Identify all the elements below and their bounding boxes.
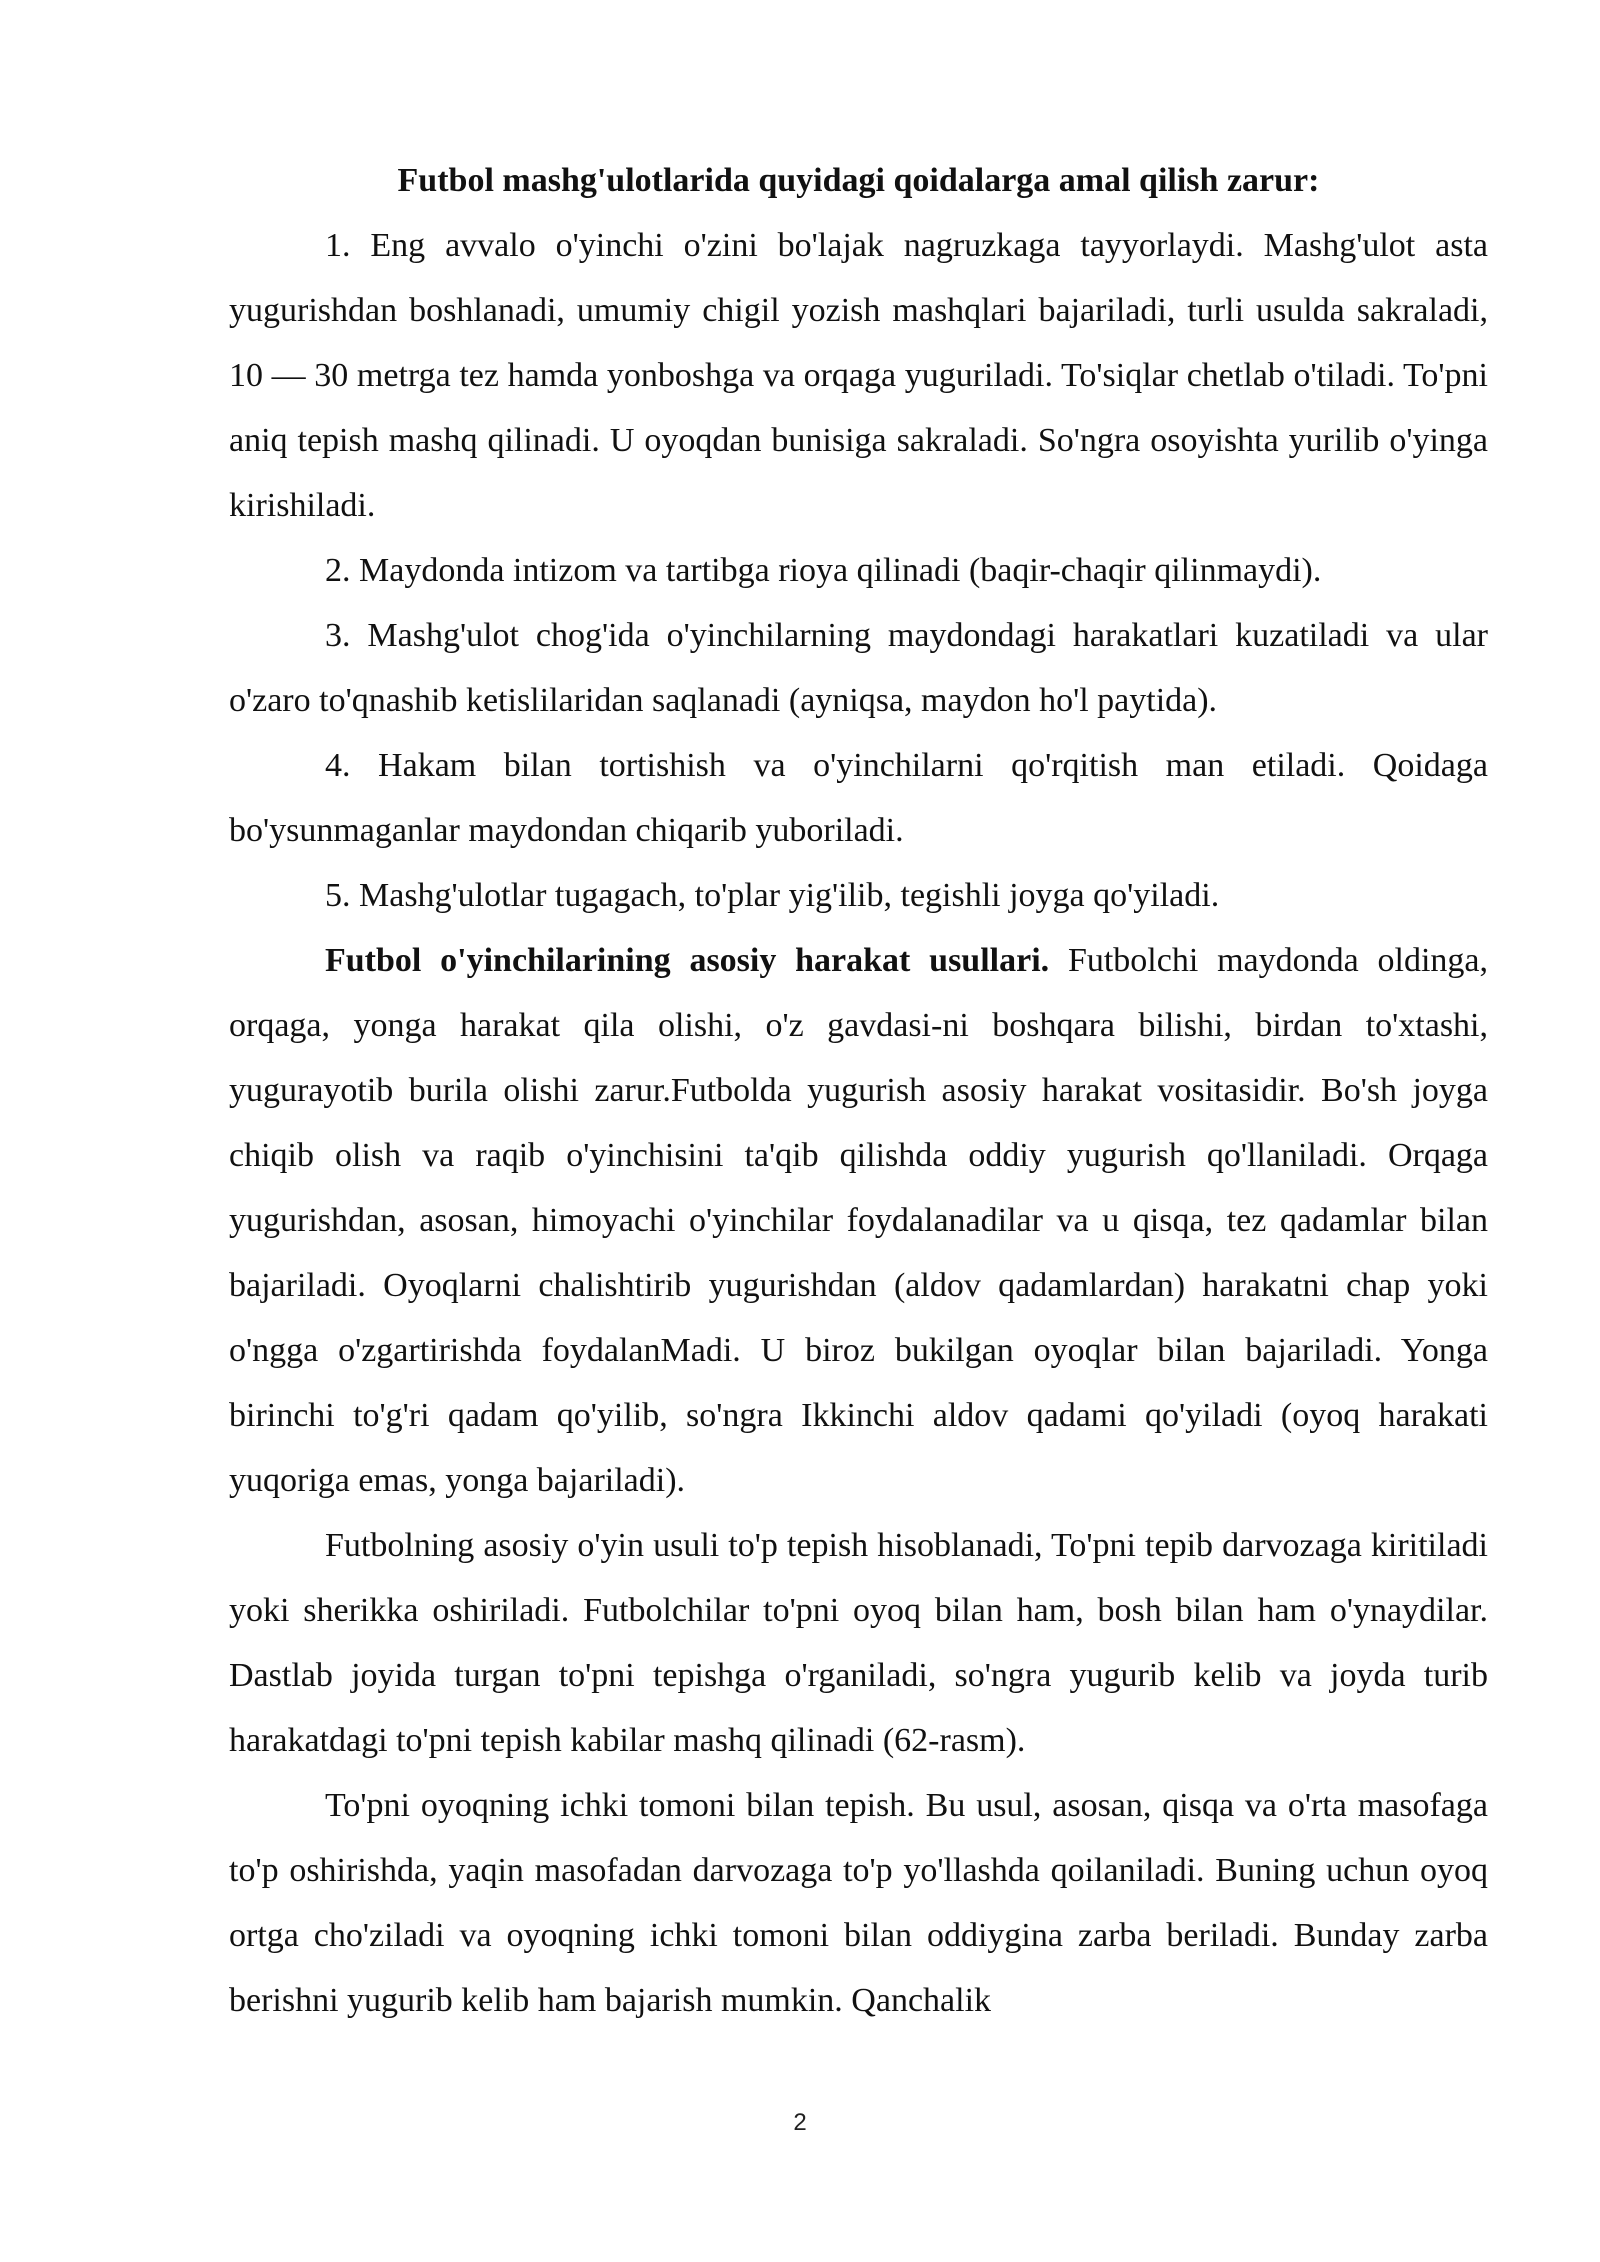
- rule-item-2: 2. Maydonda intizom va tartibga rioya qilinadi (baqir-chaqir qilinmaydi).: [325, 552, 1322, 589]
- rule-item-4: 4. Hakam bilan tortishish va o'yinchilarni qo'rqitish man etiladi. Qoidaga bo'ysunmaganlar maydondan chiqarib yuboriladi.: [229, 747, 1488, 849]
- rule-item-1: 1. Eng avvalo o'yinchi o'zini bo'lajak nagruzkaga tayyorlaydi. Mashg'ulot asta yugurishdan boshlanadi, umumiy chigil yozish mashqlari bajariladi, turli usulda sakraladi, 10 — 30 metrga tez hamda yonboshga va orqaga yuguriladi. To'siqlar chetlab o'tiladi. To'pni aniq tepish mashq qilinadi. U oyoqdan bunisiga sakraladi. So'ngra osoyishta yurilib o'yinga kirishiladi.: [229, 227, 1488, 524]
- rule-item-3: 3. Mashg'ulot chog'ida o'yinchilarning maydondagi harakatlari kuzatiladi va ular o'zaro to'qnashib ketislilaridan saqlanadi (ayniqsa, maydon ho'l paytida).: [229, 617, 1488, 719]
- kicking-paragraph: Futbolning asosiy o'yin usuli to'p tepish hisoblanadi, To'pni tepib darvozaga kiritiladi yoki sherikka oshiriladi. Futbolchilar to'pni oyoq bilan ham, bosh bilan ham o'ynaydilar. Dastlab joyida turgan to'pni tepishga o'rganiladi, so'ngra yugurib kelib va joyda turib harakatdagi to'pni tepish kabilar mashq qilinadi (62-rasm).: [229, 1527, 1488, 1759]
- inside-foot-kick-paragraph: To'pni oyoqning ichki tomoni bilan tepish. Bu usul, asosan, qisqa va o'rta masofaga to'p oshirishda, yaqin masofadan darvozaga to'p yo'llashda qoilaniladi. Buning uchun oyoq ortga cho'ziladi va oyoqning ichki tomoni bilan oddiygina zarba beriladi. Bunday zarba berishni yugurib kelib ham bajarish mumkin. Qanchalik: [229, 1787, 1488, 2019]
- page-number: 2: [793, 2109, 807, 2136]
- document-heading: Futbol mashg'ulotlarida quyidagi qoidalarga amal qilish zarur:: [397, 162, 1320, 199]
- movement-techniques-paragraph: [229, 928, 1488, 1513]
- document-page: [229, 148, 1488, 2033]
- movement-techniques-heading: Futbol o'yinchilarining asosiy harakat usullari.: [325, 942, 1050, 979]
- rule-item-5: 5. Mashg'ulotlar tugagach, to'plar yig'ilib, tegishli joyga qo'yiladi.: [325, 877, 1220, 914]
- movement-techniques-text: Futbolchi maydonda oldinga, orqaga, yonga harakat qila olishi, o'z gavdasi-ni boshqara bilishi, birdan to'xtashi, yugurayotib burila olishi zarur.Futbolda yugurish asosiy harakat vositasidir. Bo'sh joyga chiqib olish va raqib o'yinchisini ta'qib qilishda oddiy yugurish qo'llaniladi. Orqaga yugurishdan, asosan, himoyachi o'yinchilar foydalanadilar va u qisqa, tez qadamlar bilan bajariladi. Oyoqlarni chalishtirib yugurishdan (aldov qadamlardan) harakatni chap yoki o'ngga o'zgartirishda foydalanMadi. U biroz bukilgan oyoqlar bilan bajariladi. Yonga birinchi to'g'ri qadam qo'yilib, so'ngra Ikkinchi aldov qadami qo'yiladi (oyoq harakati yuqoriga emas, yonga bajariladi).: [229, 942, 1488, 1499]
